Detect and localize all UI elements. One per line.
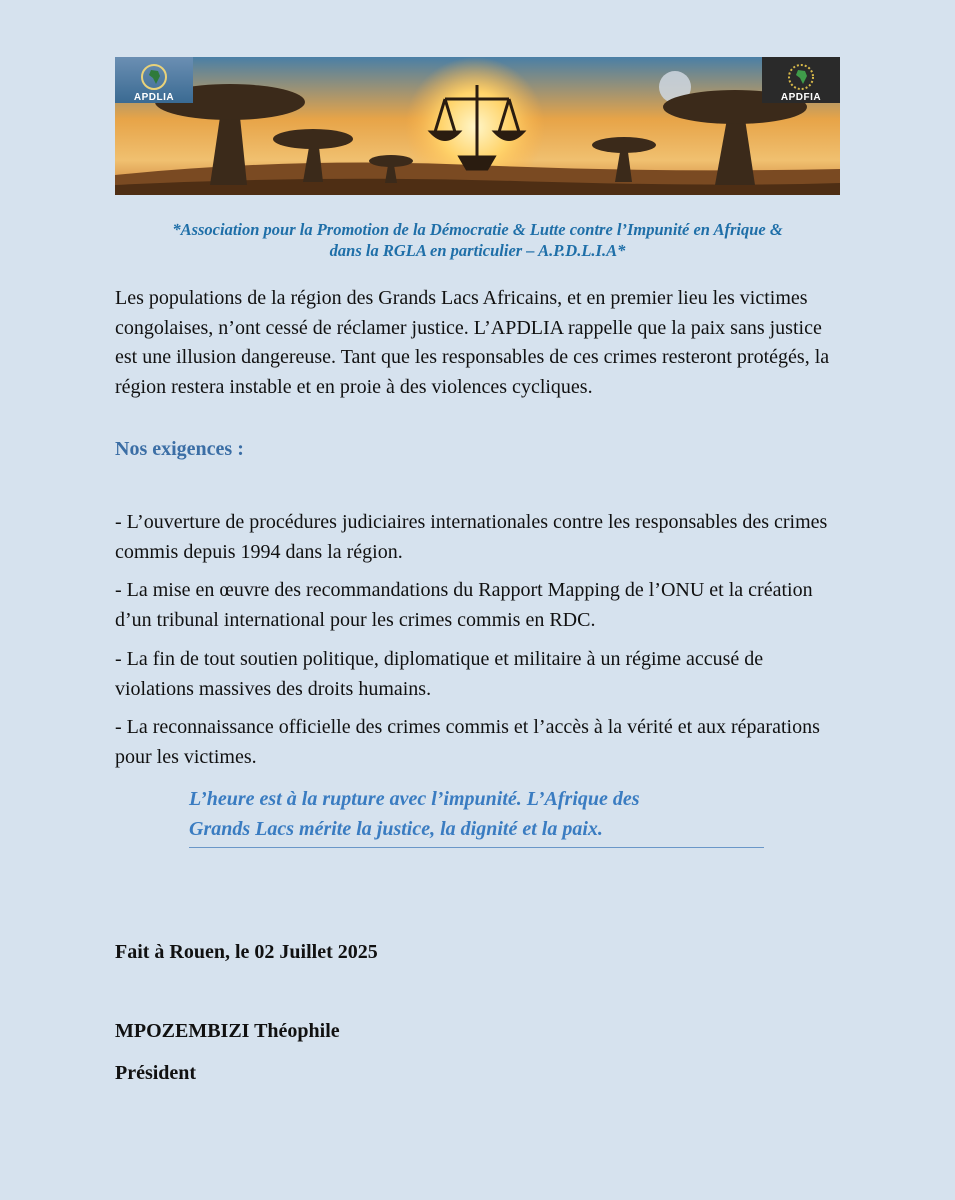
demands-heading: Nos exigences : [115, 438, 244, 460]
logo-left-text: APDLIA [133, 92, 175, 103]
apdfia-logo [762, 57, 840, 103]
logo-right-text: APDFIA [780, 92, 822, 103]
subtitle-line-1: *Association pour la Promotion de la Démocratie & Lutte contre l’Impunité en Afrique & [172, 220, 783, 239]
demand-item: - L’ouverture de procédures judiciaires internationales contre les responsables des crimes commis depuis 1994 dans la région. [115, 511, 828, 563]
banner-illustration [115, 57, 840, 195]
place-date: Fait à Rouen, le 02 Juillet 2025 [115, 941, 378, 963]
header-banner [115, 57, 840, 195]
intro-paragraph: Les populations de la région des Grands Lacs Africains, et en premier lieu les victimes congolaises, n’ont cessé de réclamer justice. L’APDLIA rappelle que la paix sans justice est une illusion dangereuse. Tant que les responsables de ces crimes resteront protégés, la région restera instable et en proie à des violences cycliques. [115, 287, 830, 398]
quote-line-1: L’heure est à la rupture avec l’impunité. L’Afrique des [189, 788, 640, 810]
subtitle-line-2: dans la RGLA en particulier – A.P.D.L.I.A* [329, 241, 626, 260]
africa-emblem-icon [141, 64, 167, 90]
africa-emblem-icon [788, 64, 814, 90]
association-subtitle [115, 219, 840, 261]
demand-item: - La mise en œuvre des recommandations du Rapport Mapping de l’ONU et la création d’un tribunal international pour les crimes commis en RDC. [115, 579, 813, 631]
demand-item: - La fin de tout soutien politique, diplomatique et militaire à un régime accusé de violations massives des droits humains. [115, 648, 764, 700]
signatory-role: Président [115, 1062, 197, 1084]
demand-item: - La reconnaissance officielle des crimes commis et l’accès à la vérité et aux réparations pour les victimes. [115, 716, 820, 768]
apdlia-logo [115, 57, 193, 103]
closing-quote [189, 785, 764, 848]
quote-line-2: Grands Lacs mérite la justice, la dignité et la paix. [189, 817, 603, 840]
signatory-name: MPOZEMBIZI Théophile [115, 1020, 340, 1042]
